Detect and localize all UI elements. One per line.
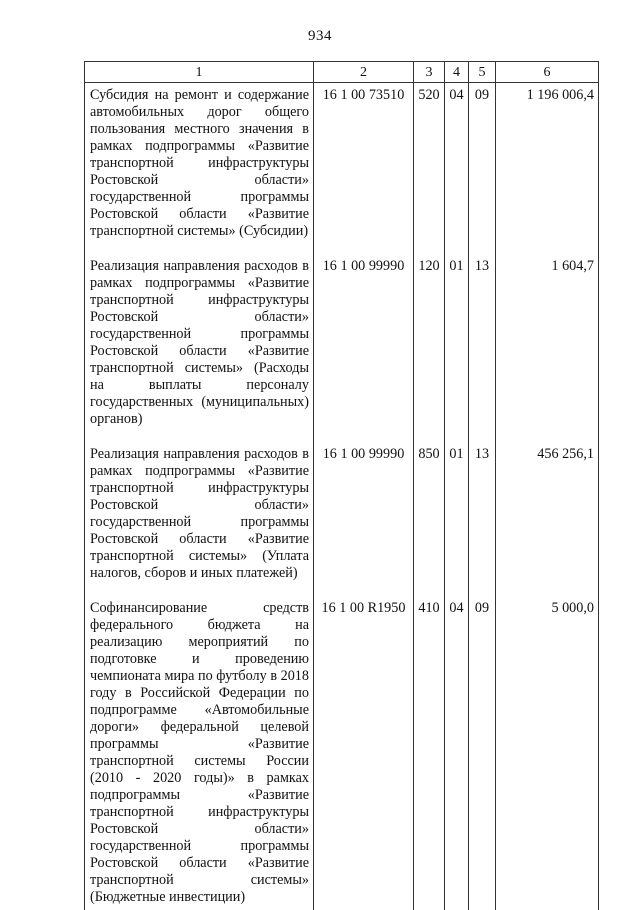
row-col3: 850 — [414, 442, 445, 596]
row-col5: 13 — [469, 254, 496, 442]
table-header — [85, 62, 599, 83]
row-col5: 09 — [469, 83, 496, 255]
header-col-3: 3 — [414, 62, 445, 83]
table-row — [85, 442, 599, 596]
header-col-1: 1 — [85, 62, 314, 83]
row-col3: 520 — [414, 83, 445, 255]
row-amount: 1 604,7 — [496, 254, 599, 442]
row-amount: 1 196 006,4 — [496, 83, 599, 255]
row-col4: 04 — [445, 83, 469, 255]
row-amount: 456 256,1 — [496, 442, 599, 596]
row-col5: 13 — [469, 442, 496, 596]
row-col3: 410 — [414, 596, 445, 910]
row-description: Реализация направления расходов в рамках подпрограммы «Развитие транспортной инфраструктуры Ростовской области» государственной программы Ростовской области «Развитие транспортной системы» (Расходы на выплаты персоналу государственных (муниципальных) органов) — [85, 254, 314, 442]
header-col-5: 5 — [469, 62, 496, 83]
row-col4: 04 — [445, 596, 469, 910]
row-col4: 01 — [445, 254, 469, 442]
table-row — [85, 596, 599, 910]
page-number: 934 — [0, 28, 640, 45]
row-description: Реализация направления расходов в рамках подпрограммы «Развитие транспортной инфраструктуры Ростовской области» государственной программы Ростовской области «Развитие транспортной системы» (Уплата налогов, сборов и иных платежей) — [85, 442, 314, 596]
row-description: Софинансирование средств федерального бюджета на реализацию мероприятий по подготовке и проведению чемпионата мира по футболу в 2018 году в Российской Федерации по подпрограмме «Автомобильные дороги» федеральной целевой программы «Развитие транспортной системы России (2010 - 2020 годы)» в рамках подпрограммы «Развитие транспортной инфраструктуры Ростовской области» государственной программы Ростовской области «Развитие транспортной системы» (Бюджетные инвестиции) — [85, 596, 314, 910]
table-row — [85, 83, 599, 255]
row-code: 16 1 00 99990 — [314, 442, 414, 596]
header-row — [85, 62, 599, 83]
row-amount: 5 000,0 — [496, 596, 599, 910]
table-body — [85, 83, 599, 910]
row-description: Субсидия на ремонт и содержание автомобильных дорог общего пользования местного значения в рамках подпрограммы «Развитие транспортной инфраструктуры Ростовской области» государственной программы Ростовской области «Развитие транспортной системы» (Субсидии) — [85, 83, 314, 255]
header-col-4: 4 — [445, 62, 469, 83]
row-col4: 01 — [445, 442, 469, 596]
row-code: 16 1 00 73510 — [314, 83, 414, 255]
header-col-2: 2 — [314, 62, 414, 83]
row-code: 16 1 00 99990 — [314, 254, 414, 442]
table-row — [85, 254, 599, 442]
row-col3: 120 — [414, 254, 445, 442]
budget-table — [84, 61, 599, 910]
row-col5: 09 — [469, 596, 496, 910]
row-code: 16 1 00 R1950 — [314, 596, 414, 910]
header-col-6: 6 — [496, 62, 599, 83]
